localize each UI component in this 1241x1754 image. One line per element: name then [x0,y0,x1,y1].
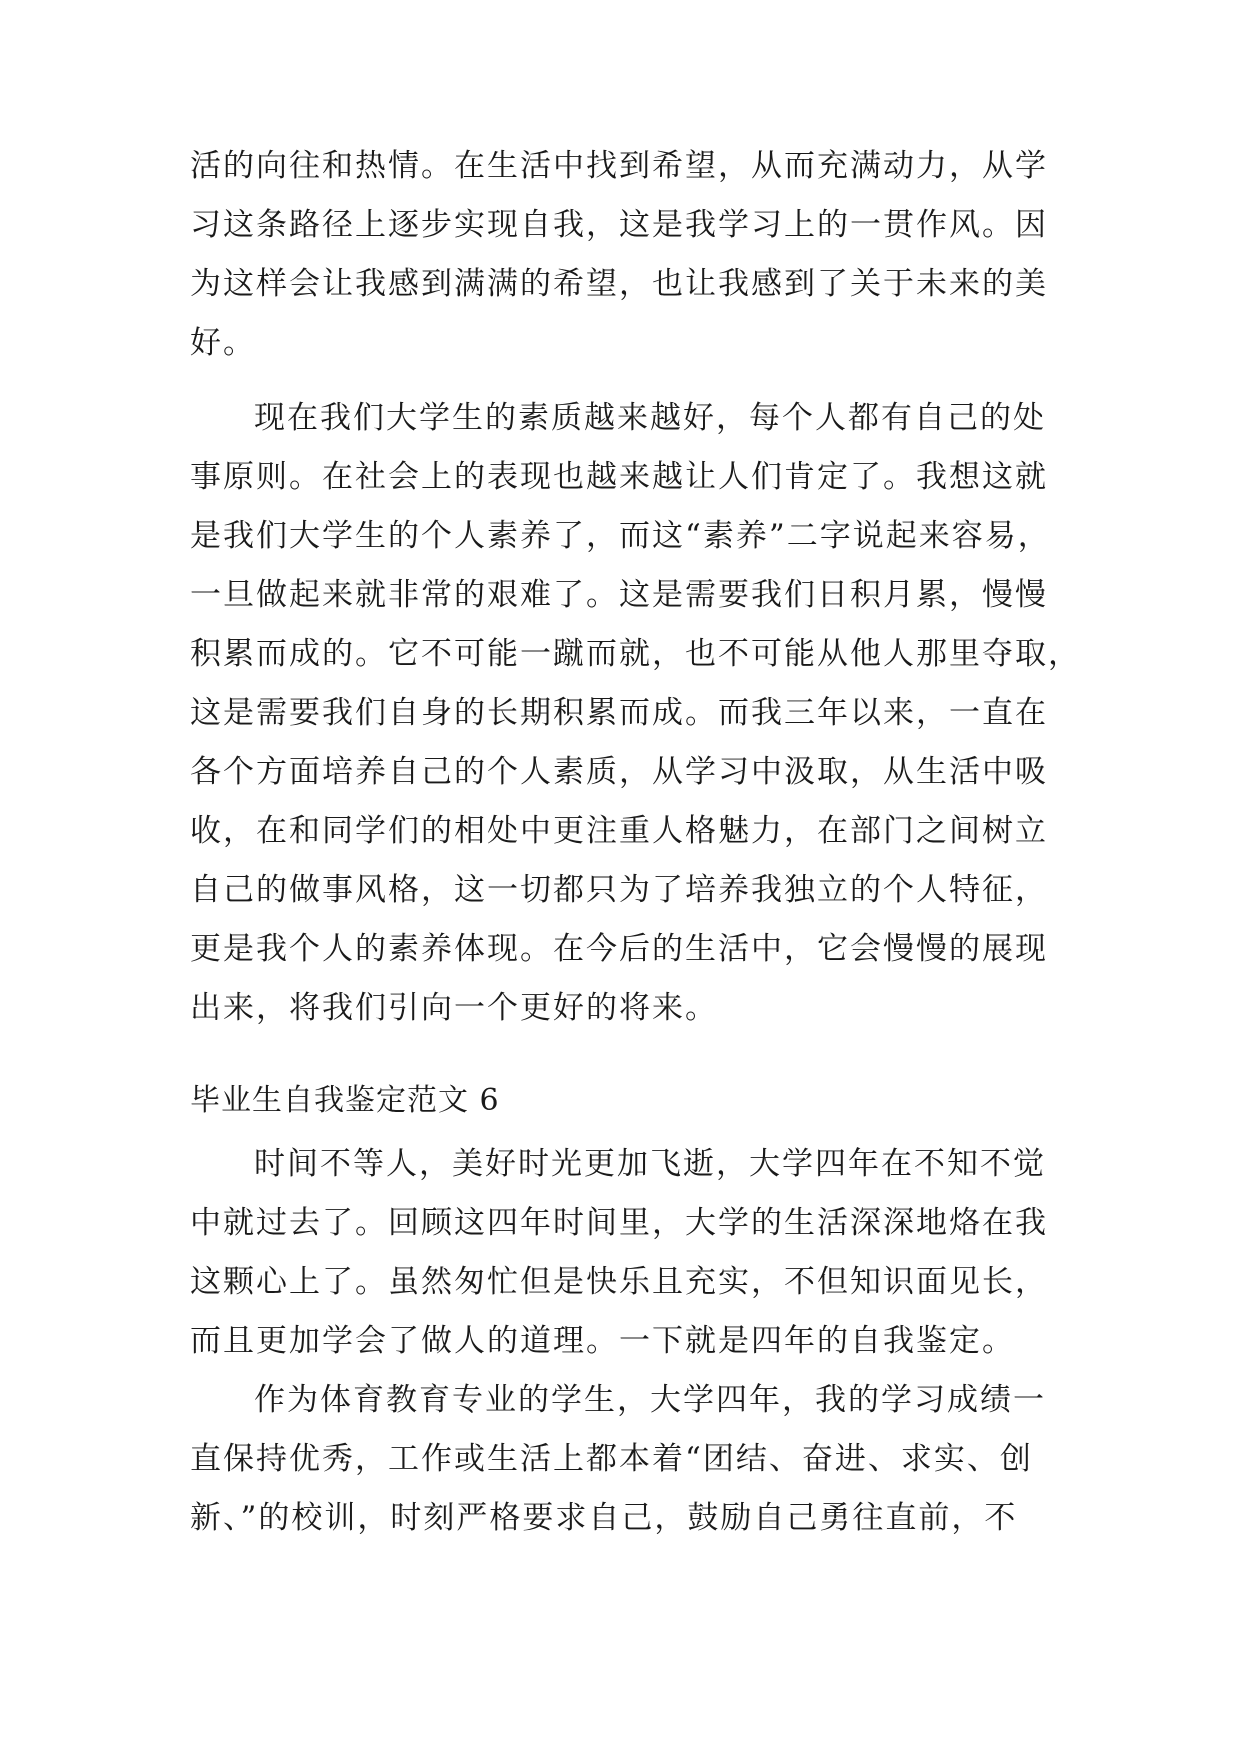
text-line: 新、”的校训，时刻严格要求自己，鼓励自己勇往直前，不 [190,1500,1018,1536]
section-title: 毕业生自我鉴定范文 6 [190,1083,500,1118]
text-line: 收，在和同学们的相处中更注重人格魅力，在部门之间树立 [190,813,1048,849]
text-line: 而且更加学会了做人的道理。一下就是四年的自我鉴定。 [190,1323,1015,1359]
text-line: 各个方面培养自己的个人素质，从学习中汲取，从生活中吸 [190,754,1048,790]
text-line: 直保持优秀，工作或生活上都本着“团结、奋进、求实、创 [190,1441,1033,1477]
text-line: 事原则。在社会上的表现也越来越让人们肯定了。我想这就 [190,459,1048,495]
paragraph-time [190,1135,1052,1371]
text-line: 中就过去了。回顾这四年时间里，大学的生活深深地烙在我 [190,1205,1048,1241]
text-line: 活的向往和热情。在生活中找到希望，从而充满动力，从学 [190,148,1048,184]
text-line: 这颗心上了。虽然匆忙但是快乐且充实，不但知识面见长， [190,1264,1048,1300]
text-line: 一旦做起来就非常的艰难了。这是需要我们日积月累，慢慢 [190,577,1048,613]
text-line: 好。 [190,325,256,361]
text-line: 时间不等人，美好时光更加飞逝，大学四年在不知不觉 [254,1146,1046,1182]
paragraph-continued [190,137,1052,373]
text-line: 更是我个人的素养体现。在今后的生活中，它会慢慢的展现 [190,931,1048,967]
paragraph-sports [190,1371,1052,1548]
text-line: 这是需要我们自身的长期积累而成。而我三年以来，一直在 [190,695,1048,731]
text-line: 为这样会让我感到满满的希望，也让我感到了关于未来的美 [190,266,1048,302]
text-line: 自己的做事风格，这一切都只为了培养我独立的个人特征， [190,872,1048,908]
text-line: 现在我们大学生的素质越来越好，每个人都有自己的处 [254,400,1046,436]
text-line: 作为体育教育专业的学生，大学四年，我的学习成绩一 [254,1382,1046,1418]
text-line: 是我们大学生的个人素养了，而这“素养”二字说起来容易， [190,518,1051,554]
text-line: 习这条路径上逐步实现自我，这是我学习上的一贯作风。因 [190,207,1048,243]
paragraph-quality [190,389,1081,1038]
text-line: 积累而成的。它不可能一蹴而就，也不可能从他人那里夺取， [190,636,1081,672]
text-line: 出来，将我们引向一个更好的将来。 [190,990,718,1026]
